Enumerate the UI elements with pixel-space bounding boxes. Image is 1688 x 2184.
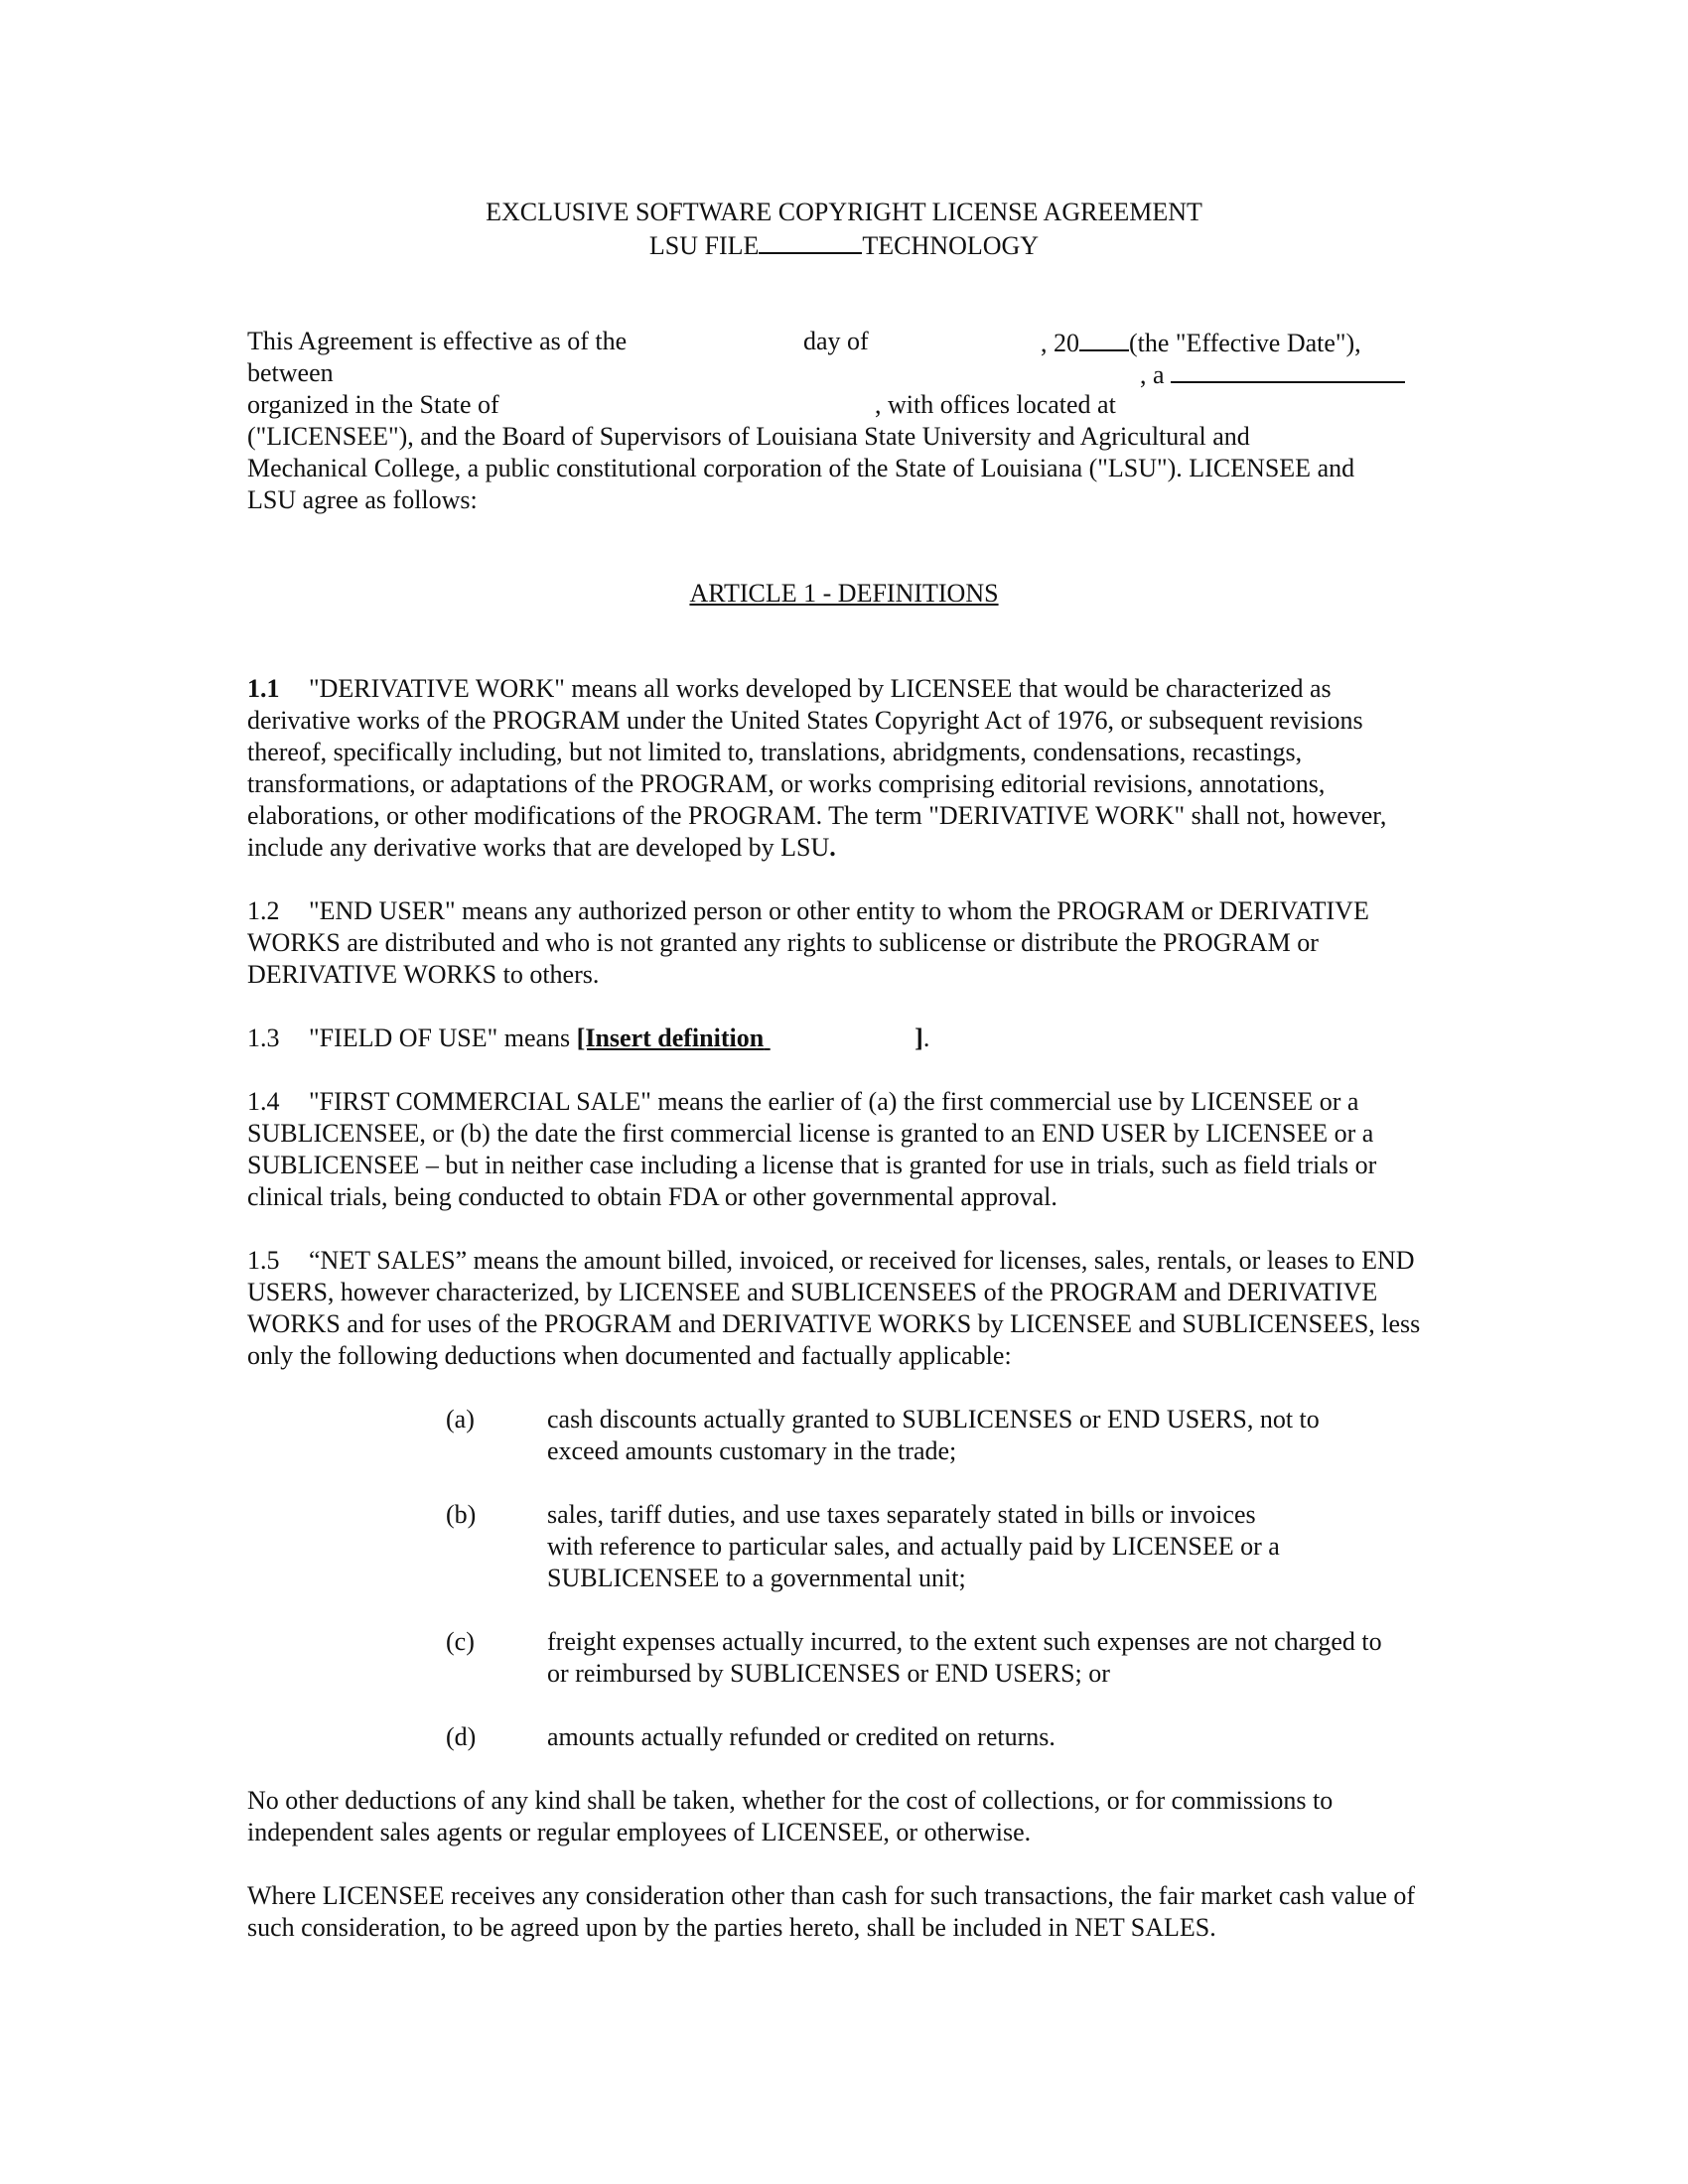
preamble-text: day of: [803, 327, 869, 355]
deduction-label: (a): [446, 1405, 475, 1433]
section-number: 1.1: [247, 674, 280, 703]
section-1-3: [247, 1023, 1439, 1054]
section-text: "END USER" means any authorized person or other entity to whom the PROGRAM or DERIVATIVE WORKS are distributed and who is not granted any rights to sublicense or distribute the PROGRAM or DERIVATIVE WORKS to others.: [247, 896, 1369, 989]
section-text: "FIELD OF USE" means: [309, 1024, 577, 1052]
entity-type-blank: [1171, 357, 1405, 383]
deduction-label: (b): [446, 1500, 477, 1529]
deduction-text: cash discounts actually granted to SUBLICENSES or END USERS, not to: [547, 1405, 1320, 1433]
deduction-text: SUBLICENSEE to a governmental unit;: [547, 1564, 966, 1592]
section-1-5: [247, 1245, 1439, 1372]
preamble-text: , 20: [1041, 329, 1079, 357]
closing-text: No other deductions of any kind shall be taken, whether for the cost of collections, or for commissions to independent sales agents or regular employees of LICENSEE, or otherwise.: [247, 1786, 1334, 1846]
section-1-2: [247, 895, 1439, 991]
deduction-text: sales, tariff duties, and use taxes separately stated in bills or invoices: [547, 1500, 1256, 1529]
section-text: "FIRST COMMERCIAL SALE" means the earlier of (a) the first commercial use by LICENSEE or a SUBLICENSEE, or (b) the date the first commercial license is granted to an END USER by LICENSEE or a SUBLICENSEE – but in neither case including a license that is granted for use in trials, such as field trials or clinical trials, being conducted to obtain FDA or other governmental approval.: [247, 1087, 1377, 1211]
preamble-text: between: [247, 358, 334, 387]
year-blank: [1079, 326, 1129, 351]
field-of-use-close: ]: [914, 1024, 923, 1052]
year-line: [1041, 326, 1361, 359]
deduction-item: [547, 1499, 1461, 1594]
section-end: .: [922, 1024, 930, 1052]
section-number: 1.3: [247, 1024, 280, 1052]
deduction-text: with reference to particular sales, and actually paid by LICENSEE or a: [547, 1532, 1280, 1561]
preamble-text: ("LICENSEE"), and the Board of Supervisors of Louisiana State University and Agricultural and: [247, 422, 1250, 451]
document-title: EXCLUSIVE SOFTWARE COPYRIGHT LICENSE AGREEMENT: [486, 198, 1202, 226]
section-number: 1.2: [247, 896, 280, 925]
section-1-1: [247, 673, 1439, 864]
preamble-text: , with offices located at: [875, 390, 1116, 419]
deduction-item: [547, 1626, 1461, 1690]
file-line: [0, 228, 1688, 262]
preamble-text: This Agreement is effective as of the: [247, 327, 628, 355]
field-of-use-placeholder: [Insert definition: [576, 1024, 765, 1052]
closing-text: Where LICENSEE receives any consideration other than cash for such transactions, the fair market cash value of such consideration, to be agreed upon by the parties hereto, shall be included in NET SALES.: [247, 1881, 1416, 1942]
preamble-text: , a: [1140, 360, 1165, 389]
deduction-label: (c): [446, 1627, 475, 1656]
section-text: "DERIVATIVE WORK" means all works developed by LICENSEE that would be characterized as derivative works of the PROGRAM under the United States Copyright Act of 1976, or subsequent revisions thereof, specifically including, but not limited to, translations, abridgments, condensations, recastings, transformations, or adaptations of the PROGRAM, or works comprising editorial revisions, annotations, elaborations, or other modifications of the PROGRAM. The term "DERIVATIVE WORK" shall not, however, include any derivative works that are developed by LSU: [247, 674, 1387, 862]
deduction-item: [547, 1404, 1461, 1467]
section-1-4: [247, 1086, 1439, 1213]
deduction-text: exceed amounts customary in the trade;: [547, 1436, 957, 1465]
preamble-text: (the "Effective Date"),: [1129, 329, 1361, 357]
deduction-text: or reimbursed by SUBLICENSES or END USERS; or: [547, 1659, 1110, 1688]
preamble-text: LSU agree as follows:: [247, 485, 478, 514]
closing-paragraph: [247, 1880, 1439, 1944]
section-number: 1.4: [247, 1087, 280, 1116]
deduction-label: (d): [446, 1722, 477, 1751]
section-number: 1.5: [247, 1246, 280, 1275]
file-number-blank: [759, 228, 862, 254]
article-heading: ARTICLE 1 - DEFINITIONS: [689, 579, 999, 608]
section-text: “NET SALES” means the amount billed, invoiced, or received for licenses, sales, rentals, or leases to END USERS, however characterized, by LICENSEE and SUBLICENSEES of the PROGRAM and DERIVATIVE WORKS and for uses of the PROGRAM and DERIVATIVE WORKS by LICENSEE and SUBLICENSEES, less only the following deductions when documented and factually applicable:: [247, 1246, 1421, 1370]
deduction-item: [547, 1721, 1461, 1753]
section-end: .: [829, 833, 836, 862]
closing-paragraph: [247, 1785, 1439, 1848]
preamble-text: organized in the State of: [247, 390, 499, 419]
entity-line: [1140, 357, 1405, 391]
preamble-text: Mechanical College, a public constitutional corporation of the State of Louisiana ("LSU"). LICENSEE and: [247, 454, 1355, 482]
field-of-use-blank: [764, 1023, 914, 1054]
file-prefix: LSU FILE: [648, 231, 760, 260]
deduction-text: freight expenses actually incurred, to the extent such expenses are not charged to: [547, 1627, 1382, 1656]
deduction-text: amounts actually refunded or credited on returns.: [547, 1722, 1055, 1751]
file-suffix: TECHNOLOGY: [862, 231, 1040, 260]
